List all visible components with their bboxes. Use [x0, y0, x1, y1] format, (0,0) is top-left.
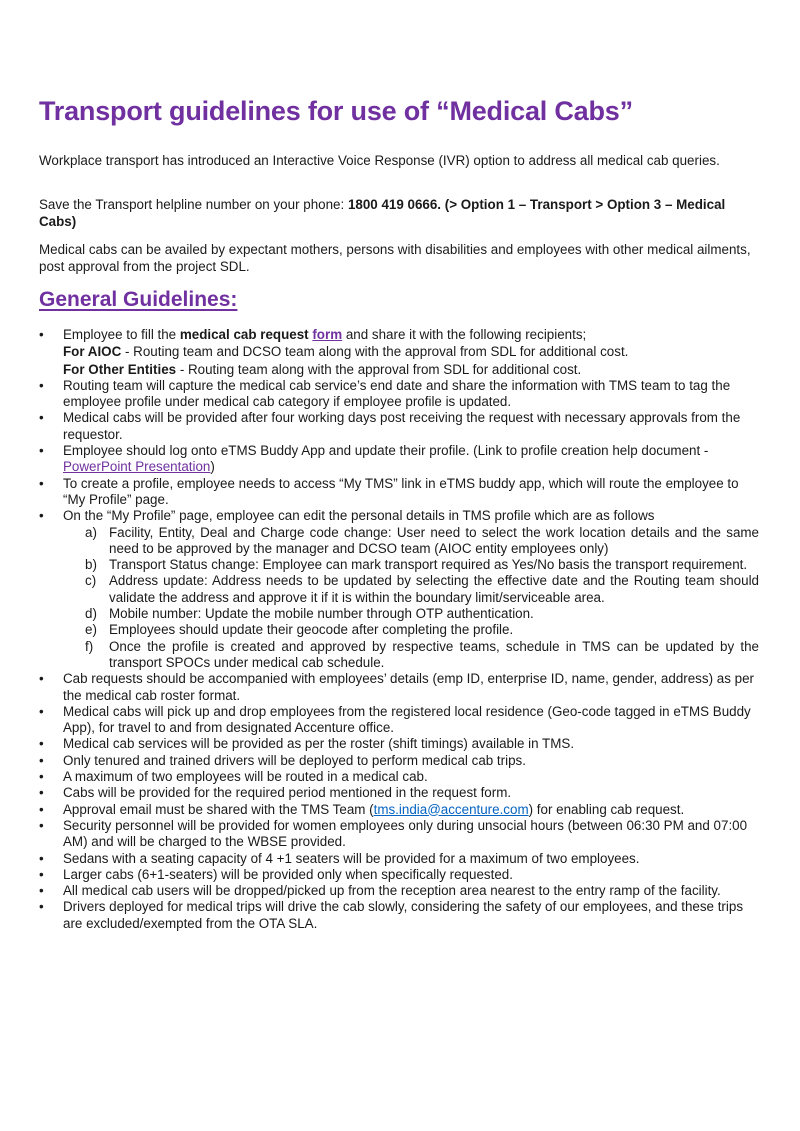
aioc-text: - Routing team and DCSO team along with the approval from SDL for additional cost. [121, 344, 629, 360]
section-heading: General Guidelines: [39, 288, 238, 311]
sub-list-item [85, 557, 759, 573]
list-item: • Larger cabs (6+1-seaters) will be provided only when specifically requested. [39, 867, 759, 883]
presentation-link[interactable]: PowerPoint Presentation [63, 459, 211, 475]
helpline-paragraph [39, 196, 759, 230]
eligibility-paragraph: Medical cabs can be availed by expectant mothers, persons with disabilities and employees with other medical ailments, post approval from the project SDL. [39, 242, 751, 274]
sub-letter: d) [85, 606, 97, 622]
helpline-prefix: Save the Transport helpline number on your phone: [39, 197, 348, 212]
item-text: Approval email must be shared with the TMS Team ( [63, 801, 374, 817]
aioc-line [63, 344, 759, 360]
list-item [39, 802, 759, 818]
list-item: • Only tenured and trained drivers will be deployed to perform medical cab trips. [39, 753, 759, 769]
request-form-link[interactable]: form [312, 327, 343, 342]
aioc-label: For AIOC [63, 344, 122, 360]
helpline-number: 1800 419 0666. (> Option 1 – Transport > Option 3 – Medical Cabs) [39, 197, 726, 229]
item-text: On the “My Profile” page, employee can edit the personal details in TMS profile which are as follows [63, 508, 655, 524]
list-item: • Medical cabs will pick up and drop employees from the registered local residence (Geo-code tagged in eTMS Buddy App), for travel to and from designated Accenture office. [39, 704, 759, 737]
sub-text: Mobile number: Update the mobile number through OTP authentication. [109, 606, 534, 622]
sub-letter: f) [85, 638, 94, 654]
sub-text: Address update: Address needs to be updated by selecting the effective date and the Routing team should validate the address and approve it if it is within the boundary limit/serviceable area. [109, 573, 759, 605]
list-item: • To create a profile, employee needs to access “My TMS” link in eTMS buddy app, which will route the employee to “My Profile” page. [39, 476, 759, 509]
sub-list-item [85, 639, 759, 672]
list-item: • Sedans with a seating capacity of 4 +1 seaters will be provided for a maximum of two employees. [39, 851, 759, 867]
list-item: • Cabs will be provided for the required period mentioned in the request form. [39, 785, 759, 801]
other-entities-line [63, 362, 759, 378]
item-bold-text: medical cab request [179, 327, 313, 342]
sub-list-item [85, 622, 759, 638]
guidelines-list [39, 327, 759, 932]
sub-text: Once the profile is created and approved by respective teams, schedule in TMS can be updated by the transport SPOCs under medical cab schedule. [109, 638, 759, 670]
item-text: Employee to fill the [63, 327, 180, 342]
sub-letter: b) [85, 557, 97, 573]
sub-letter: a) [85, 524, 97, 540]
list-item: • All medical cab users will be dropped/picked up from the reception area nearest to the entry ramp of the facility. [39, 883, 759, 899]
item-text: Employee should log onto eTMS Buddy App and update their profile. (Link to profile creation help document - [63, 443, 709, 459]
other-entities-text: - Routing team along with the approval from SDL for additional cost. [176, 361, 582, 377]
profile-details-list [63, 525, 759, 672]
list-item [39, 443, 759, 476]
item-text: and share it with the following recipients; [342, 327, 587, 342]
list-item: • Routing team will capture the medical cab service’s end date and share the information with TMS team to tag the employee profile under medical cab category if employee profile is updated. [39, 378, 759, 411]
sub-list-item [85, 573, 759, 606]
list-item [39, 508, 759, 671]
list-item: • A maximum of two employees will be routed in a medical cab. [39, 769, 759, 785]
item-text: ) [210, 459, 215, 475]
intro-paragraph: Workplace transport has introduced an Interactive Voice Response (IVR) option to address all medical cab queries. [39, 153, 720, 168]
item-text: ) for enabling cab request. [528, 801, 685, 817]
other-entities-label: For Other Entities [63, 361, 177, 377]
page-title: Transport guidelines for use of “Medical Cabs” [39, 96, 633, 126]
list-item [39, 327, 759, 378]
sub-list-item [85, 606, 759, 622]
sub-text: Facility, Entity, Deal and Charge code change: User need to select the work location details and the same need to be approved by the manager and DCSO team (AIOC entity employees only) [109, 524, 759, 556]
list-item: • Medical cab services will be provided as per the roster (shift timings) available in TMS. [39, 736, 759, 752]
list-item: • Cab requests should be accompanied with employees’ details (emp ID, enterprise ID, name, gender, address) as per the medical cab roster format. [39, 671, 759, 704]
sub-text: Employees should update their geocode after completing the profile. [109, 622, 514, 638]
sub-letter: c) [85, 573, 97, 589]
list-item: • Security personnel will be provided for women employees only during unsocial hours (between 06:30 PM and 07:00 AM) and will be charged to the WBSE provided. [39, 818, 759, 851]
list-item: • Medical cabs will be provided after four working days post receiving the request with necessary approvals from the requestor. [39, 410, 759, 443]
list-item: • Drivers deployed for medical trips will drive the cab slowly, considering the safety of our employees, and these trips are excluded/exempted from the OTA SLA. [39, 899, 759, 932]
sub-list-item [85, 525, 759, 558]
email-link[interactable]: tms.india@accenture.com [373, 801, 529, 817]
sub-letter: e) [85, 622, 97, 638]
sub-text: Transport Status change: Employee can mark transport required as Yes/No basis the transport requirement. [109, 557, 748, 573]
